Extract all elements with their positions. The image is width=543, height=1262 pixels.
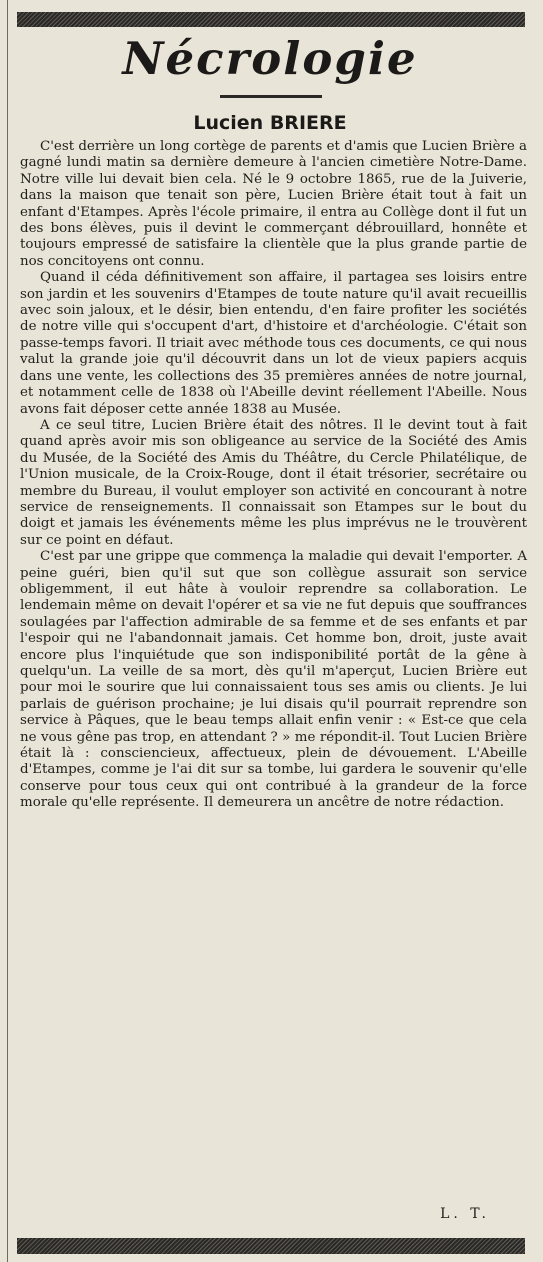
section-heading: Nécrologie — [122, 32, 418, 85]
top-ornamental-bar — [17, 12, 525, 27]
paragraph: Quand il céda définitivement son affaire, il partagea ses loisirs entre son jardin et les souvenirs d'Etampes de toute nature qu'il avait recueillis avec soin jaloux, et le désir, bien entendu, d'en faire profiter les sociétés de notre ville qui s'occupent d'art, d'histoire et d'archéologie. C'était son passe-temps favori. Il triait avec méthode tous ces documents, ce qui nous valut la grande joie qu'il découvrit dans un lot de vieux papiers acquis dans une vente, les collections des 35 premières années de notre journal, et notamment celle de 1838 où l'Abeille devint réellement l'Abeille. Nous avons fait déposer cette année 1838 au Musée. — [20, 270, 527, 417]
article-body — [20, 139, 527, 812]
bottom-ornamental-bar — [17, 1238, 525, 1254]
column-rule — [7, 0, 8, 1262]
paragraph: C'est par une grippe que commença la maladie qui devait l'emporter. A peine guéri, bien qu'il sut que son collègue assurait son service obligemment, il eut hâte à vouloir reprendre sa collaboration. Le lendemain même on devait l'opérer et sa vie ne fut depuis que souffrances soulagées par l'affection admirable de sa femme et de ses enfants et par l'espoir qui ne l'abandonnait jamais. Cet homme bon, droit, juste avait encore plus l'inquiétude que son indisponibilité portât de la gêne à quelqu'un. La veille de sa mort, dès qu'il m'aperçut, Lucien Brière eut pour moi le sourire que lui connaissaient tous ses amis ou clients. Je lui parlais de guérison prochaine; je lui disais qu'il pourrait reprendre son service à Pâques, que le beau temps allait enfin venir : « Est-ce que cela ne vous gêne pas trop, en attendant ? » me répondit-il. Tout Lucien Brière était là : consciencieux, affectueux, plein de dévouement. L'Abeille d'Etampes, comme je l'ai dit sur sa tombe, lui gardera le souvenir qu'elle conserve pour tous ceux qui ont contribué à la grandeur de la force morale qu'elle représente. Il demeurera un ancêtre de notre rédaction. — [20, 549, 527, 811]
author-signature: L. T. — [440, 1206, 490, 1222]
paragraph: A ce seul titre, Lucien Brière était des nôtres. Il le devint tout à fait quand après avoir mis son obligeance au service de la Société des Amis du Musée, de la Société des Amis du Théâtre, du Cercle Philatélique, de l'Union musicale, de la Croix-Rouge, dont il était trésorier, secrétaire ou membre du Bureau, il voulut employer son activité en concourant à notre service de renseignements. Il connaissait son Etampes sur le bout du doigt et jamais les événements même les plus imprévus ne le trouvèrent sur ce point en défaut. — [20, 417, 527, 548]
heading-divider — [220, 95, 322, 98]
paragraph: C'est derrière un long cortège de parents et d'amis que Lucien Brière a gagné lundi matin sa dernière demeure à l'ancien cimetière Notre-Dame. Notre ville lui devait bien cela. Né le 9 octobre 1865, rue de la Juiverie, dans la maison que tenait son père, Lucien Brière était tout à fait un enfant d'Etampes. Après l'école primaire, il entra au Collège dont il fut un des bons élèves, puis il devint le commerçant débrouillard, honnête et toujours empressé de satisfaire la clientèle que la plus grande partie de nos concitoyens ont connu. — [20, 139, 527, 269]
article-title: Lucien BRIERE — [193, 112, 347, 134]
